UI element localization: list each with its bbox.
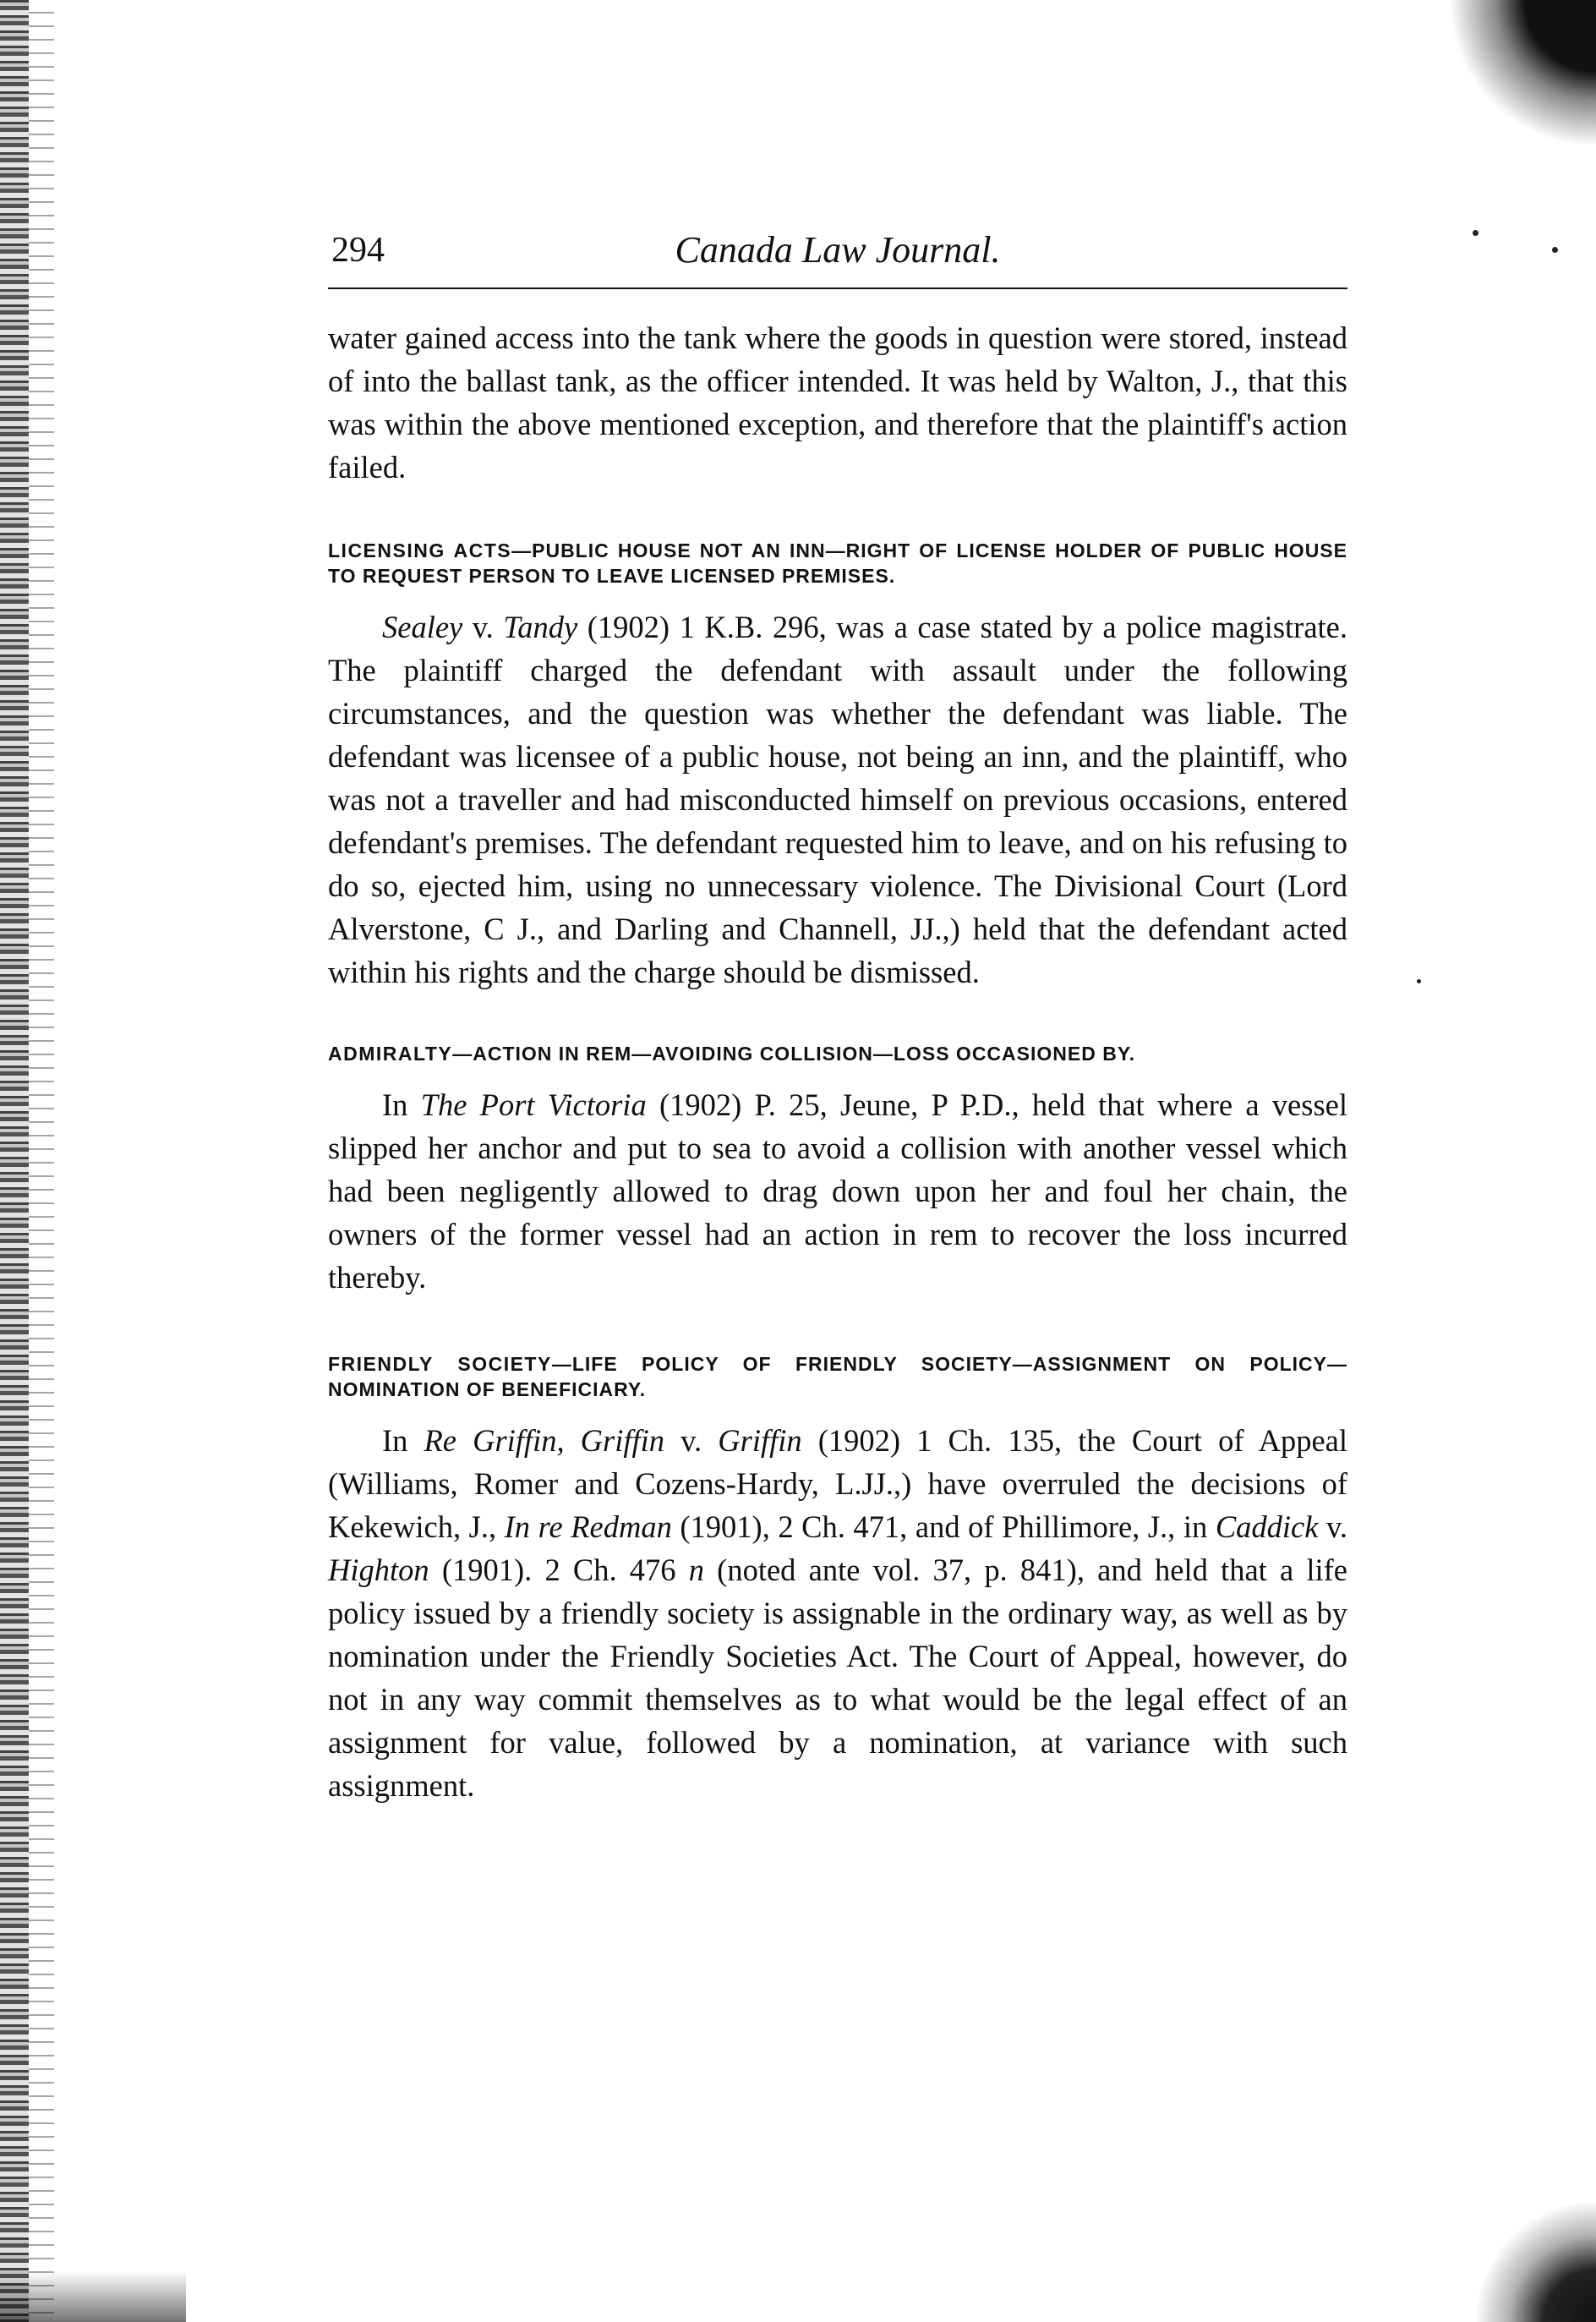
versus: v.: [1318, 1509, 1348, 1544]
heading-lead: FRIENDLY SOCIETY: [328, 1353, 552, 1375]
heading-lead: ADMIRALTY: [328, 1043, 453, 1065]
note-marker: n: [688, 1553, 704, 1587]
document-page: [328, 228, 1347, 1807]
scan-edge-shadow: [29, 0, 54, 2322]
case-name: Sealey: [382, 610, 463, 644]
scan-speck: [1473, 230, 1478, 236]
page-number: 294: [331, 231, 385, 270]
scan-corner-bottom-right: [1469, 2204, 1596, 2322]
journal-title: Canada Law Journal.: [675, 229, 1001, 271]
body-text: (1901). 2 Ch. 476: [429, 1553, 689, 1587]
section-body-licensing-acts: [328, 605, 1347, 994]
body-text: (1902) P. 25, Jeune, P P.D., held that where a vessel slipped her anchor and put to sea to avoid a collision with another vessel which had been negligently allowed to drag down upon her and foul her chain, the owners of the former vessel had an action in rem to recover the loss incurred thereby.: [328, 1087, 1347, 1295]
scan-corner-bottom-left: [0, 2271, 186, 2322]
scan-speck: [1417, 979, 1421, 983]
heading-rest: —ACTION IN REM—AVOIDING COLLISION—LOSS OCCASIONED BY.: [452, 1043, 1136, 1065]
case-name: The Port Victoria: [420, 1087, 647, 1122]
case-name: Griffin: [718, 1423, 802, 1458]
opening-paragraph: water gained access into the tank where the goods in question were stored, instead of into the ballast tank, as the officer intended. It was held by Walton, J., that this was within the above mentioned exception, and therefore that the plaintiff's action failed.: [328, 320, 1347, 485]
scan-speck: [1552, 247, 1558, 253]
section-heading-licensing-acts: [328, 538, 1347, 589]
case-name: Highton: [328, 1553, 429, 1587]
heading-rest: —PUBLIC HOUSE NOT AN INN—RIGHT OF LICENSE HOLDER OF PUBLIC HOUSE TO REQUEST PERSON TO LEAVE LICENSED PREMISES.: [328, 539, 1347, 587]
versus: v.: [664, 1423, 719, 1458]
case-name: Caddick: [1215, 1509, 1319, 1544]
section-body-friendly-society: [328, 1419, 1347, 1807]
body-text: (1902) 1 Ch. 135, the Court of Appeal (Williams, Romer and Cozens-Hardy, L.JJ.,) have overruled the decisions of Kekewich, J.,: [328, 1423, 1348, 1544]
body-text: (1902) 1 K.B. 296, was a case stated by a police magistrate. The plaintiff charged the defendant with assault under the following circumstances, and the question was whether the defendant was liable. The defendant was licensee of a public house, not being an inn, and the plaintiff, who was not a traveller and had misconducted himself on previous occasions, entered defendant's premises. The defendant requested him to leave, and on his refusing to do so, ejected him, using no unnecessary violence. The Divisional Court (Lord Alverstone, C J., and Darling and Channell, JJ.,) held that the defendant acted within his rights and the charge should be dismissed.: [328, 610, 1347, 989]
scan-corner-top-right: [1444, 0, 1596, 144]
section-heading-admiralty: [328, 1041, 1347, 1066]
page-header: [328, 228, 1347, 289]
heading-rest: —LIFE POLICY OF FRIENDLY SOCIETY—ASSIGNMENT ON POLICY—NOMINATION OF BENEFICIARY.: [328, 1353, 1348, 1400]
section-heading-friendly-society: [328, 1351, 1347, 1402]
case-name: Tandy: [503, 610, 578, 644]
body-text: (1901), 2 Ch. 471, and of Phillimore, J., in: [671, 1509, 1216, 1544]
scan-edge-left: [0, 0, 29, 2322]
versus: v.: [462, 610, 504, 644]
body-pre: In: [382, 1087, 421, 1122]
heading-lead: LICENSING ACTS: [328, 539, 512, 561]
case-name: Re Griffin, Griffin: [424, 1423, 665, 1458]
body-text: (noted ante vol. 37, p. 841), and held that a life policy issued by a friendly society is assignable in the ordinary way, as well as by nomination under the Friendly Societies Act. The Court of Appeal, however, do not in any way commit themselves as to what would be the legal effect of an assignment for value, followed by a nomination, at variance with such assignment.: [328, 1553, 1347, 1803]
body-pre: In: [382, 1423, 424, 1458]
case-name: In re Redman: [504, 1509, 672, 1544]
section-body-admiralty: [328, 1083, 1347, 1299]
